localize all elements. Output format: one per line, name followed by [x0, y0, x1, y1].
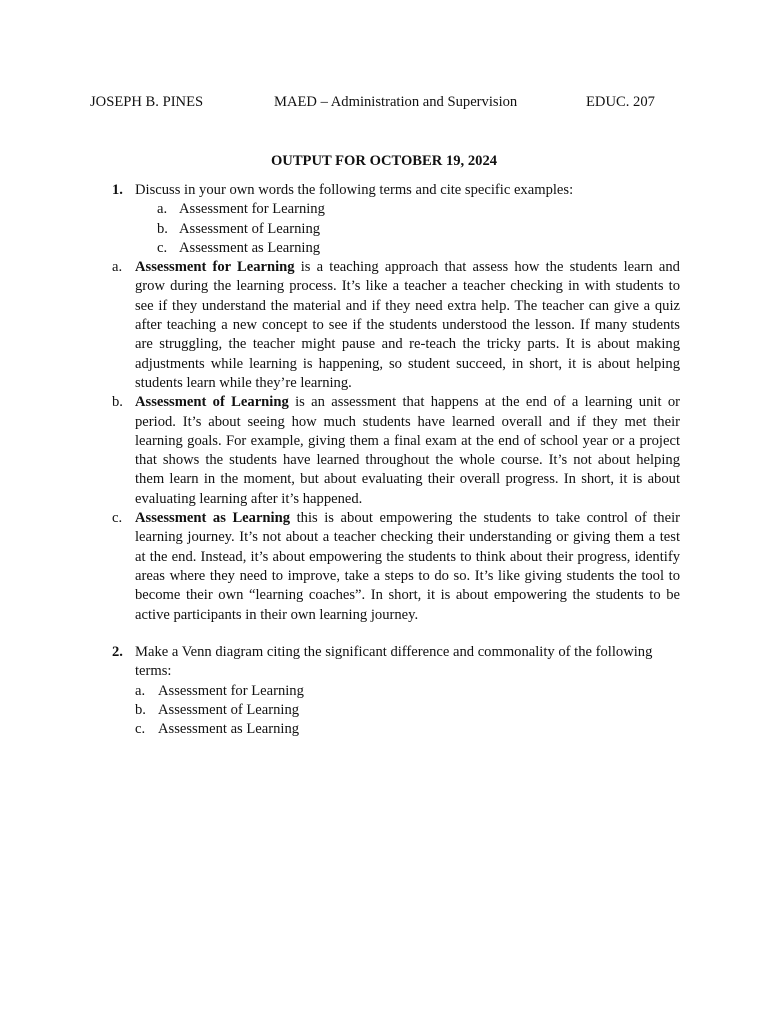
question-2 — [90, 643, 680, 739]
answer-letter: c. — [112, 510, 123, 527]
answer-term: Assessment for Learning — [135, 259, 295, 276]
list-item — [90, 239, 680, 258]
list-item-letter: b. — [135, 701, 146, 718]
question-number: 1. — [112, 182, 123, 198]
list-item-letter: b. — [157, 220, 168, 237]
list-item-letter: a. — [135, 682, 146, 699]
answer-term: Assessment as Learning — [135, 510, 291, 527]
question-number: 2. — [112, 644, 123, 660]
answer-paragraph — [90, 258, 680, 393]
answer-text: is an assessment that happens at the end of a learning unit or period. It’s about seeing how much students have learned overall and if they met their learning goals. For example, giving them a final exam at the end of school year or a project that shows the students have learned throughout the whole course. It’s not about helping them learn in the moment, but about evaluating their overall progress. In short, it is about evaluating learning after it’s happened. — [135, 394, 680, 507]
list-item-text: Assessment as Learning — [158, 721, 300, 738]
answer-text: this is about empowering the students to take control of their learning journey. It’s not about a teacher checking their understanding or giving them a test at the end. Instead, it’s about empowering the students to think about their progress, identify areas where they need to improve, take a steps to do so. It’s like giving students the tool to become their own “learning coaches”. In short, it is about empowering the students to be active participants in their own learning journey. — [135, 510, 681, 623]
list-item — [90, 200, 680, 219]
answer-term: Assessment of Learning — [135, 394, 289, 411]
answer-text: is a teaching approach that assess how the students learn and grow during the learning process. It’s like a teacher a teacher checking in with students to see if they understand the material and if they need extra help. The teacher can give a quiz after teaching a new concept to see if the students understood the lesson. If many students are struggling, the teacher might pause and re-teach the tricky parts. It is about making adjustments while learning is happening, so student succeed, in short, it is about helping students learn while they’re learning. — [135, 259, 680, 391]
question-text: Discuss in your own words the following terms and cite specific examples: — [135, 182, 574, 198]
answer-paragraph — [90, 509, 680, 625]
answer-letter: a. — [112, 259, 123, 276]
answer-letter: b. — [112, 394, 123, 411]
document-header — [0, 92, 768, 112]
page-title: OUTPUT FOR OCTOBER 19, 2024 — [270, 153, 498, 169]
list-item-letter: c. — [135, 721, 146, 738]
program-name: MAED – Administration and Supervision — [274, 94, 518, 110]
course-code: EDUC. 207 — [586, 94, 655, 110]
list-item-text: Assessment for Learning — [158, 682, 304, 699]
question-1-prompt — [90, 181, 680, 200]
list-item-letter: c. — [157, 239, 168, 256]
list-item — [90, 701, 680, 720]
list-item — [90, 220, 680, 239]
question-text: Make a Venn diagram citing the significant difference and commonality of the following terms: — [135, 644, 653, 680]
question-2-prompt — [90, 643, 680, 682]
answer-paragraph — [90, 393, 680, 509]
list-item — [90, 682, 680, 701]
question-2-items — [90, 682, 680, 740]
author-name: JOSEPH B. PINES — [90, 94, 204, 110]
list-item-text: Assessment of Learning — [158, 701, 300, 718]
list-item-text: Assessment as Learning — [179, 239, 321, 256]
list-item-text: Assessment for Learning — [179, 201, 325, 218]
list-item-text: Assessment of Learning — [179, 220, 321, 237]
list-item — [90, 720, 680, 739]
list-item-letter: a. — [157, 201, 168, 218]
question-1-items — [90, 200, 680, 258]
answers — [90, 258, 680, 625]
question-1 — [90, 181, 680, 625]
